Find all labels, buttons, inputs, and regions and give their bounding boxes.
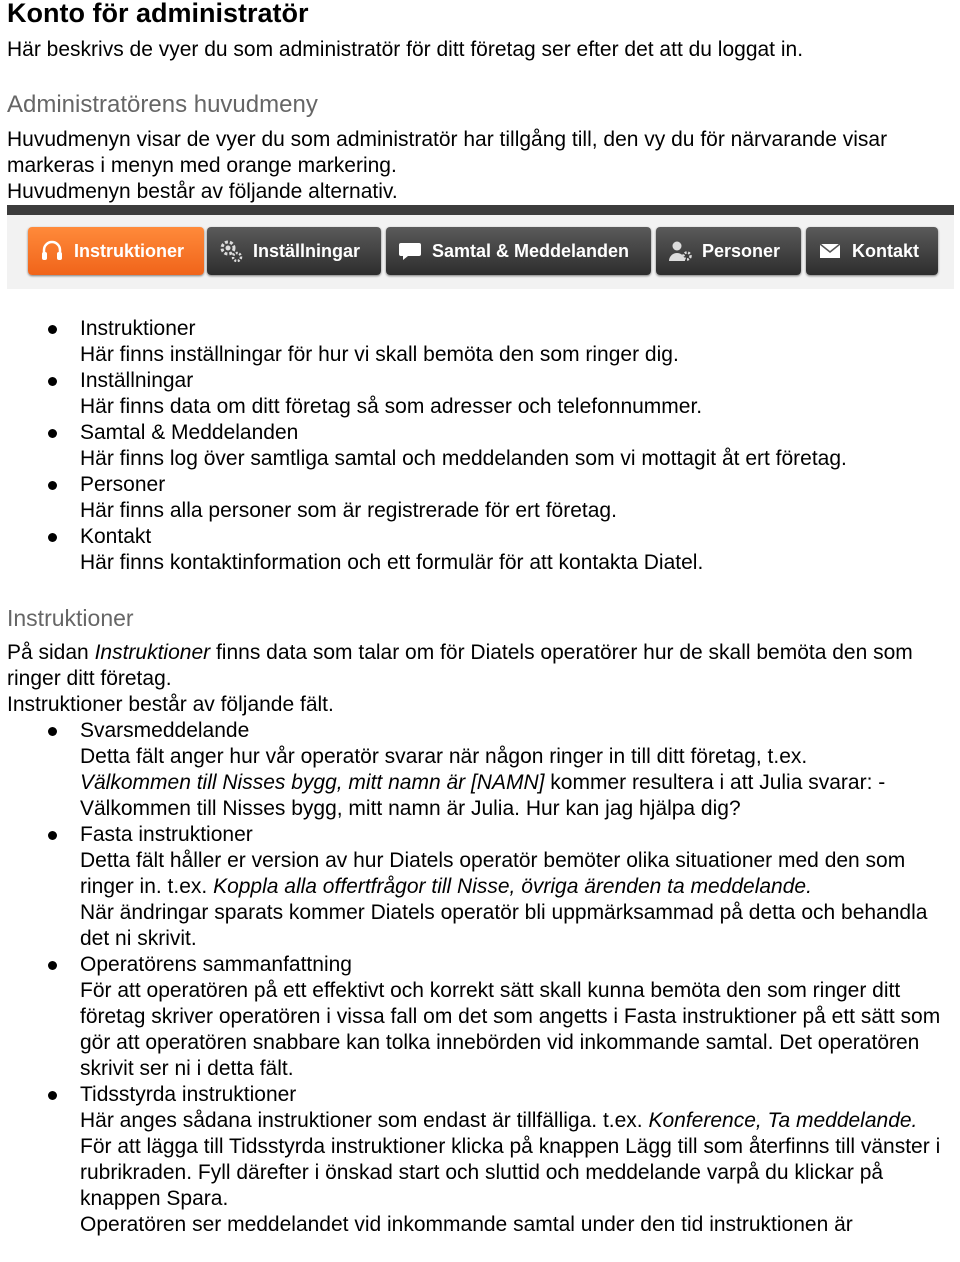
item-title: Instruktioner	[80, 317, 196, 340]
list-item	[7, 472, 955, 524]
tab-instruktioner[interactable]	[28, 227, 204, 275]
text-run: finns data som talar om för Diatels operatörer hur de skall bemöta den som ringer ditt företag.	[7, 641, 913, 690]
field-desc: För att operatören på ett effektivt och korrekt sätt skall kunna bemöta den som ringer ditt företag skriver operatören i vissa fall om det som angetts i Fasta instruktioner på ett sätt som gör att operatören snabbare kan tolka innebörden vid inkommande samtal. Det operatören skrivit ser ni i detta fält.	[80, 979, 941, 1080]
field-title: Svarsmeddelande	[80, 719, 250, 742]
list-item	[7, 822, 955, 952]
tab-kontakt[interactable]	[806, 227, 938, 275]
tab-installningar[interactable]	[207, 227, 381, 275]
list-item	[7, 368, 955, 420]
list-item	[7, 952, 955, 1082]
tab-label: Samtal & Meddelanden	[432, 241, 630, 261]
item-desc: Här finns kontaktinformation och ett formulär för att kontakta Diatel.	[80, 551, 704, 574]
field-desc-cont: kommer resultera i att Julia svarar: - Välkommen till Nisses bygg, mitt namn är Julia. Hur kan jag hjälpa dig?	[80, 771, 886, 820]
item-desc: Här finns alla personer som är registrerade för ert företag.	[80, 499, 617, 522]
tab-label: Personer	[702, 241, 781, 261]
intro-paragraph: Här beskrivs de vyer du som administratör för ditt företag ser efter det att du loggat in.	[7, 38, 804, 61]
emphasis: Instruktioner	[94, 641, 211, 664]
item-title: Personer	[80, 473, 166, 496]
section-heading-main-menu: Administratörens huvudmeny	[7, 91, 318, 118]
list-item	[7, 316, 955, 368]
main-menu-description	[7, 127, 955, 205]
field-desc-cont: För att lägga till Tidsstyrda instruktioner klicka på knappen Lägg till som återfinns till vänster i rubrikraden. Fyll därefter i önskad start och sluttid och meddelande varpå du klickar på knappen Spara.	[80, 1135, 941, 1210]
tab-personer[interactable]	[656, 227, 801, 275]
tab-label: Instruktioner	[74, 241, 185, 261]
main-menu-screenshot	[7, 205, 954, 289]
list-item	[7, 420, 955, 472]
example-text: Konference, Ta meddelande.	[648, 1109, 918, 1132]
list-item	[7, 718, 955, 822]
instruktioner-section	[7, 640, 955, 1238]
field-title: Fasta instruktioner	[80, 823, 253, 846]
item-desc: Här finns inställningar för hur vi skall bemöta den som ringer dig.	[80, 343, 679, 366]
field-title: Operatörens sammanfattning	[80, 953, 352, 976]
envelope-icon	[818, 239, 842, 263]
gears-icon	[219, 239, 243, 263]
list-item	[7, 524, 955, 576]
main-menu-options-intro: Huvudmenyn består av följande alternativ.	[7, 180, 398, 203]
item-desc: Här finns log över samtliga samtal och meddelanden som vi mottagit åt ert företag.	[80, 447, 847, 470]
headset-icon	[40, 239, 64, 263]
tab-samtal-meddelanden[interactable]	[386, 227, 651, 275]
item-desc: Här finns data om ditt företag så som adresser och telefonnummer.	[80, 395, 703, 418]
field-desc: Detta fält håller er version av hur Diatels operatör bemöter olika situationer med den som ringer in. t.ex.	[80, 849, 906, 898]
speech-bubble-icon	[398, 239, 422, 263]
example-text: Välkommen till Nisses bygg, mitt namn är [NAMN]	[80, 771, 545, 794]
instruktioner-fields-intro: Instruktioner består av följande fält.	[7, 693, 334, 716]
instruktioner-intro	[7, 640, 955, 692]
field-title: Tidsstyrda instruktioner	[80, 1083, 297, 1106]
main-menu-options-list	[7, 316, 955, 576]
person-gear-icon	[668, 239, 692, 263]
item-title: Kontakt	[80, 525, 152, 548]
tab-label: Inställningar	[253, 241, 361, 261]
item-title: Inställningar	[80, 369, 194, 392]
main-menu-paragraph: Huvudmenyn visar de vyer du som administratör har tillgång till, den vy du för närvarande visar markeras i menyn med orange markering.	[7, 128, 888, 177]
field-desc-cont: Operatören ser meddelandet vid inkommande samtal under den tid instruktionen är	[80, 1213, 853, 1236]
list-item	[7, 1082, 955, 1238]
item-title: Samtal & Meddelanden	[80, 421, 299, 444]
example-text: Koppla alla offertfrågor till Nisse, övriga ärenden ta meddelande.	[213, 875, 812, 898]
text-run: På sidan	[7, 641, 95, 664]
tab-label: Kontakt	[852, 241, 919, 261]
field-desc: Här anges sådana instruktioner som endast är tillfälliga. t.ex.	[80, 1109, 649, 1132]
field-desc: Detta fält anger hur vår operatör svarar när någon ringer in till ditt företag, t.ex.	[80, 745, 808, 768]
field-desc-cont: När ändringar sparats kommer Diatels operatör bli uppmärksammad på detta och behandla det ni skrivit.	[80, 901, 928, 950]
page-title: Konto för administratör	[7, 0, 309, 28]
instruktioner-fields-list	[7, 718, 955, 1238]
section-heading-instruktioner: Instruktioner	[7, 605, 134, 631]
